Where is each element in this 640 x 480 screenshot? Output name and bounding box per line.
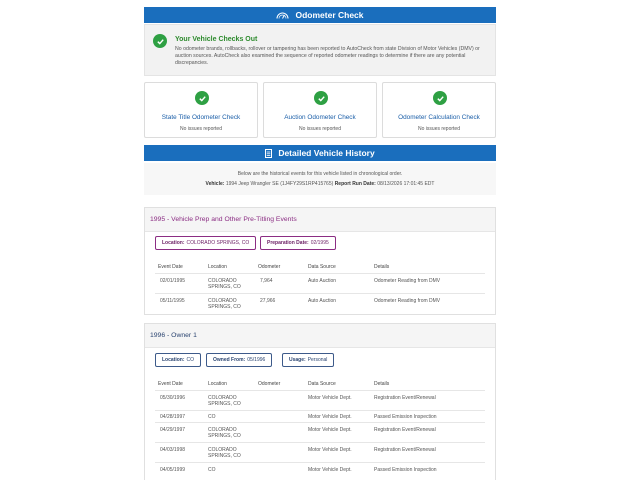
cell-date: 05/30/1996 (160, 395, 186, 401)
column-header: Odometer (258, 264, 281, 270)
cell-date: 02/01/1995 (160, 278, 186, 284)
state-title-odometer-card (144, 82, 258, 138)
card-title: Odometer Calculation Check (398, 114, 480, 121)
cell-location: COLORADO (208, 427, 237, 433)
column-header: Location (208, 264, 227, 270)
pill-value: 05/1996 (247, 357, 266, 363)
cell-date: 04/29/1997 (160, 427, 186, 433)
column-header: Details (374, 264, 390, 270)
pill-value: CO (186, 357, 194, 363)
card-status: No issues reported (180, 126, 222, 132)
check-circle-icon (314, 91, 328, 105)
cell-location: COLORADO (208, 298, 237, 304)
column-header: Details (374, 381, 390, 387)
divider (155, 422, 485, 423)
location-pill (155, 353, 201, 367)
cell-date: 05/11/1995 (160, 298, 185, 304)
owned-from-pill (206, 353, 272, 367)
pill-value: 02/1995 (310, 240, 329, 246)
cell-location-line2: SPRINGS, CO (208, 284, 241, 290)
odometer-check-header (144, 7, 496, 23)
history-intro (144, 163, 496, 195)
usage-pill (282, 353, 334, 367)
divider (155, 273, 485, 274)
cell-source: Motor Vehicle Dept. (308, 414, 352, 420)
pill-label: Location: (162, 357, 185, 363)
pill-value: Personal (307, 357, 328, 363)
section-title: 1996 - Owner 1 (145, 324, 495, 348)
column-header: Event Date (158, 264, 183, 270)
pill-label: Location: (162, 240, 185, 246)
cell-location-line2: SPRINGS, CO (208, 401, 241, 407)
divider (155, 390, 485, 391)
vehicle-value: 1994 Jeep Wrangler SE (1J4FY29S1RP415765) (225, 181, 334, 187)
card-title: Auction Odometer Check (284, 114, 356, 121)
pill-label: Usage: (289, 357, 306, 363)
speedometer-icon (276, 11, 289, 20)
cell-source: Auto Auction (308, 298, 337, 304)
preparation-date-pill (260, 236, 336, 250)
vehicle-history-header (144, 145, 496, 161)
column-header: Location (208, 381, 227, 387)
cell-location: CO (208, 414, 216, 420)
column-header: Data Source (308, 381, 336, 387)
cell-source: Auto Auction (308, 278, 337, 284)
cell-details: Passed Emission Inspection (374, 467, 437, 473)
cell-odometer: 27,966 (260, 298, 276, 304)
pill-label: Preparation Date: (267, 240, 309, 246)
check-circle-icon (195, 91, 209, 105)
column-header: Odometer (258, 381, 281, 387)
cell-source: Motor Vehicle Dept. (308, 427, 352, 433)
vehicle-label: Vehicle: (205, 181, 225, 187)
report-date-label: Report Run Date: (334, 181, 376, 187)
auction-odometer-card (263, 82, 377, 138)
card-status: No issues reported (299, 126, 341, 132)
cell-odometer: 7,964 (260, 278, 273, 284)
divider (155, 462, 485, 463)
divider (155, 410, 485, 411)
cell-location-line2: SPRINGS, CO (208, 453, 241, 459)
cell-location-line2: SPRINGS, CO (208, 433, 241, 439)
check-circle-icon (153, 34, 167, 48)
section-owner-1 (144, 323, 496, 480)
cell-location-line2: SPRINGS, CO (208, 304, 241, 310)
column-header: Data Source (308, 264, 336, 270)
vehicle-history-title: Detailed Vehicle History (278, 148, 375, 158)
location-pill (155, 236, 256, 250)
section-title: 1995 - Vehicle Prep and Other Pre-Titling Events (145, 208, 495, 232)
divider (155, 442, 485, 443)
report-date-value: 08/13/2026 17:01:45 EDT (377, 181, 435, 187)
cell-details: Odometer Reading from DMV (374, 298, 441, 304)
cell-date: 04/28/1997 (160, 414, 186, 420)
cell-location: COLORADO (208, 278, 237, 284)
cell-date: 04/05/1999 (160, 467, 186, 473)
cell-details: Odometer Reading from DMV (374, 278, 441, 284)
summary-text: No odometer brands, rollbacks, rollover or tampering has been reported to AutoCheck from state Division of Motor Vehicles (DMV) or auction sources. AutoCheck also examined the sequence of reported odometer readings to determine if there are any potential discrepancies. (175, 46, 480, 66)
pill-label: Owned From: (213, 357, 246, 363)
odometer-check-title: Odometer Check (295, 10, 364, 20)
vehicle-info-line (144, 181, 496, 187)
cell-location: COLORADO (208, 395, 237, 401)
column-header: Event Date (158, 381, 183, 387)
card-title: State Title Odometer Check (161, 114, 241, 121)
summary-title: Your Vehicle Checks Out (175, 36, 258, 43)
odometer-summary-box (144, 24, 496, 76)
pill-value: COLORADO SPRINGS, CO (186, 240, 250, 246)
cell-details: Registration Event/Renewal (374, 447, 436, 453)
check-circle-icon (433, 91, 447, 105)
card-status: No issues reported (418, 126, 460, 132)
section-pre-titling (144, 207, 496, 315)
odometer-calculation-card (382, 82, 496, 138)
cell-source: Motor Vehicle Dept. (308, 395, 352, 401)
cell-date: 04/03/1998 (160, 447, 186, 453)
cell-location: COLORADO (208, 447, 237, 453)
divider (155, 293, 485, 294)
cell-source: Motor Vehicle Dept. (308, 467, 352, 473)
cell-location: CO (208, 467, 216, 473)
cell-source: Motor Vehicle Dept. (308, 447, 352, 453)
document-icon (265, 149, 272, 158)
cell-details: Registration Event/Renewal (374, 395, 436, 401)
intro-text: Below are the historical events for this vehicle listed in chronological order. (237, 171, 403, 177)
cell-details: Registration Event/Renewal (374, 427, 436, 433)
cell-details: Passed Emission Inspection (374, 414, 437, 420)
